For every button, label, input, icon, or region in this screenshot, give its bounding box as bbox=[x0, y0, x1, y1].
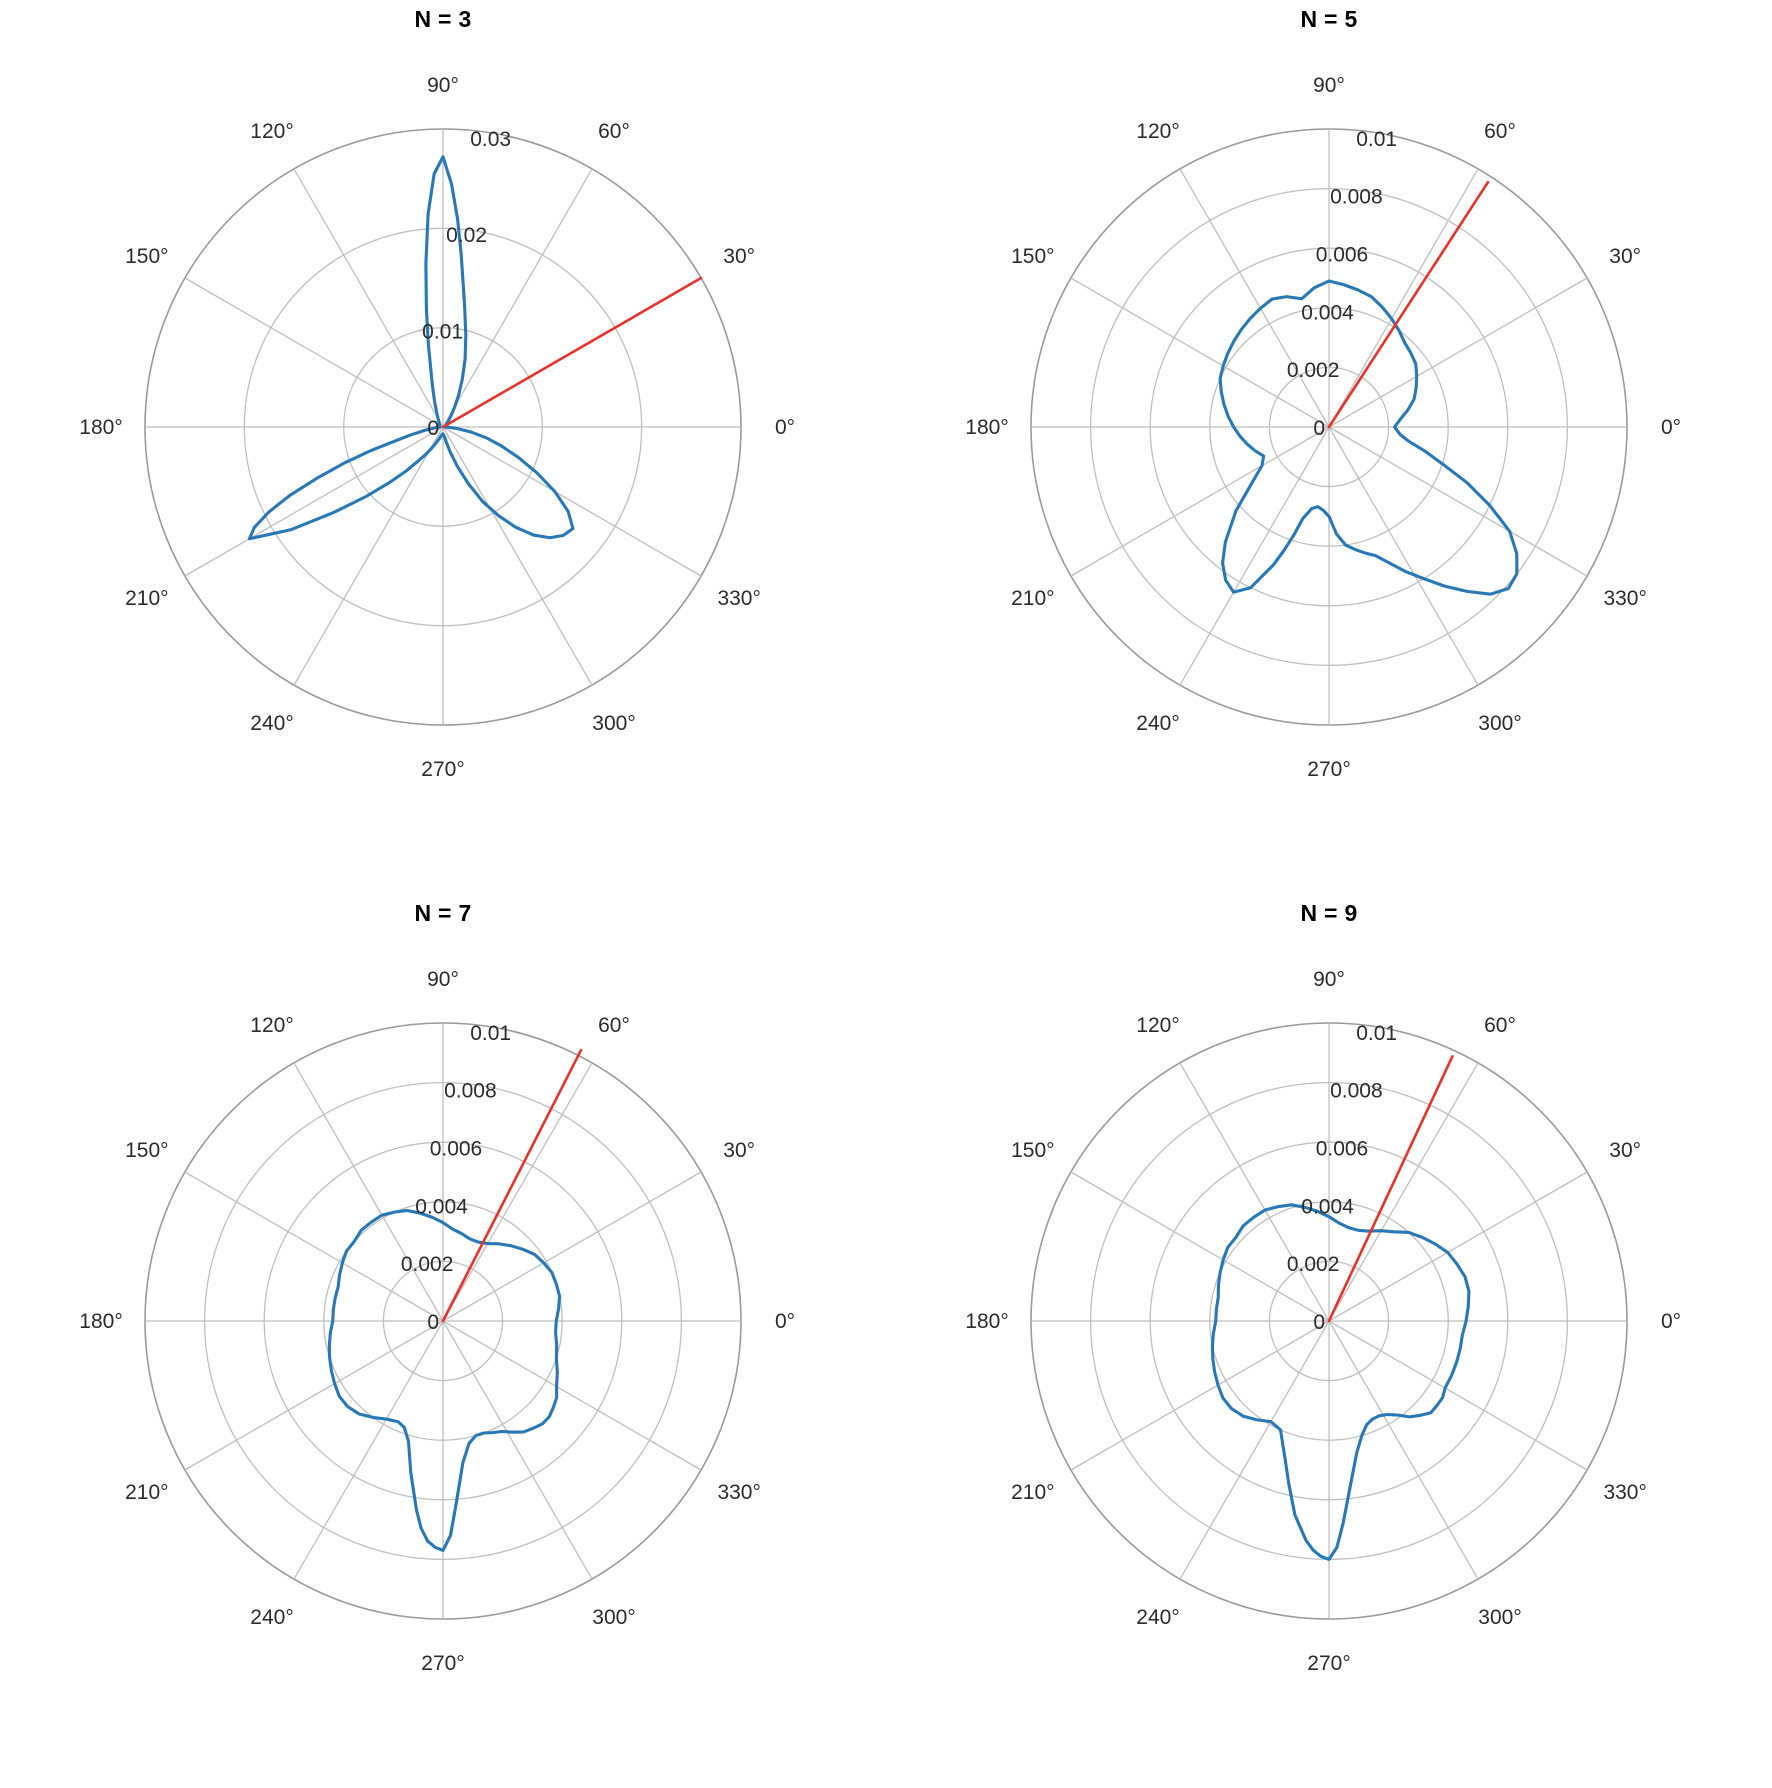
angular-tick-label: 30° bbox=[723, 245, 756, 268]
angular-tick-label: 330° bbox=[1603, 1481, 1647, 1504]
angular-tick-label: 30° bbox=[1609, 1139, 1642, 1162]
angular-tick-label: 90° bbox=[427, 968, 459, 991]
radial-tick-label: 0.008 bbox=[1330, 1079, 1383, 1103]
panel-title: N = 9 bbox=[1300, 900, 1358, 926]
angular-tick-label: 0° bbox=[1660, 416, 1682, 439]
radial-tick-label: 0.01 bbox=[1356, 127, 1398, 151]
radial-tick-label: 0 bbox=[1313, 417, 1325, 440]
panel-title: N = 3 bbox=[414, 6, 472, 32]
data-curve bbox=[1220, 281, 1517, 594]
radial-tick-label: 0.006 bbox=[1315, 1137, 1369, 1161]
angular-grid-line bbox=[185, 427, 443, 576]
angular-tick-label: 60° bbox=[598, 119, 630, 143]
panel-n7 bbox=[0, 894, 886, 1788]
angular-tick-label: 330° bbox=[1603, 587, 1647, 610]
angular-grid-line bbox=[1071, 278, 1329, 427]
angular-grid-line bbox=[1180, 427, 1329, 685]
angular-grid-line bbox=[1329, 1321, 1478, 1579]
polar-axes bbox=[929, 929, 1729, 1719]
radial-tick-label: 0.03 bbox=[470, 127, 512, 151]
angular-tick-label: 240° bbox=[1136, 1606, 1180, 1630]
angular-grid-line bbox=[294, 169, 443, 427]
angular-tick-label: 90° bbox=[427, 74, 459, 97]
angular-tick-label: 90° bbox=[1313, 968, 1345, 991]
angular-tick-label: 180° bbox=[965, 416, 1009, 439]
radial-tick-label: 0.02 bbox=[446, 224, 488, 248]
radial-tick-label: 0.006 bbox=[429, 1137, 483, 1161]
polar-axes bbox=[43, 35, 843, 825]
angular-tick-label: 210° bbox=[1011, 1481, 1055, 1504]
angular-tick-label: 300° bbox=[1478, 712, 1522, 736]
angular-grid-line bbox=[185, 1321, 443, 1470]
angular-grid-line bbox=[294, 1063, 443, 1321]
panel-n5 bbox=[886, 0, 1772, 894]
angular-tick-label: 120° bbox=[1136, 119, 1180, 143]
angular-tick-label: 90° bbox=[1313, 74, 1345, 97]
angular-grid-line bbox=[1329, 427, 1478, 685]
angular-grid-line bbox=[294, 427, 443, 685]
radial-tick-label: 0.002 bbox=[1286, 359, 1340, 383]
angular-grid-line bbox=[1071, 1321, 1329, 1470]
radial-tick-label: 0.004 bbox=[1301, 1195, 1354, 1219]
angular-grid-line bbox=[1071, 427, 1329, 576]
angular-tick-label: 120° bbox=[250, 119, 294, 143]
radial-tick-label: 0.002 bbox=[400, 1253, 454, 1277]
angular-grid-line bbox=[185, 278, 443, 427]
angular-tick-label: 270° bbox=[1307, 1652, 1351, 1675]
radial-tick-label: 0.008 bbox=[444, 1079, 497, 1103]
angular-tick-label: 270° bbox=[421, 1652, 465, 1675]
angular-grid-line bbox=[1180, 169, 1329, 427]
angular-grid-line bbox=[1329, 1172, 1587, 1321]
angular-grid-line bbox=[1329, 1321, 1587, 1470]
angular-tick-label: 0° bbox=[1660, 1310, 1682, 1333]
angular-tick-label: 300° bbox=[592, 1606, 636, 1630]
angular-tick-label: 270° bbox=[421, 758, 465, 781]
angular-tick-label: 150° bbox=[125, 1139, 169, 1162]
radial-tick-label: 0.01 bbox=[422, 320, 464, 344]
angular-tick-label: 270° bbox=[1307, 758, 1351, 781]
angular-tick-label: 180° bbox=[79, 1310, 123, 1333]
angular-tick-label: 330° bbox=[717, 1481, 761, 1504]
angular-tick-label: 30° bbox=[1609, 245, 1642, 268]
angular-tick-label: 60° bbox=[598, 1013, 630, 1037]
panel-n3 bbox=[0, 0, 886, 894]
mean-direction-line bbox=[443, 278, 701, 427]
angular-tick-label: 150° bbox=[125, 245, 169, 268]
angular-grid-line bbox=[1329, 278, 1587, 427]
panel-title: N = 5 bbox=[1300, 6, 1358, 32]
polar-axes bbox=[43, 929, 843, 1719]
angular-grid-line bbox=[185, 1172, 443, 1321]
angular-tick-label: 210° bbox=[1011, 587, 1055, 610]
angular-tick-label: 240° bbox=[1136, 712, 1180, 736]
angular-tick-label: 0° bbox=[774, 1310, 796, 1333]
angular-grid-line bbox=[443, 1321, 701, 1470]
angular-tick-label: 300° bbox=[592, 712, 636, 736]
angular-tick-label: 30° bbox=[723, 1139, 756, 1162]
polar-axes bbox=[929, 35, 1729, 825]
radial-tick-label: 0 bbox=[427, 1311, 439, 1334]
radial-tick-label: 0 bbox=[427, 417, 439, 440]
angular-tick-label: 60° bbox=[1484, 1013, 1516, 1037]
radial-tick-label: 0.002 bbox=[1286, 1253, 1340, 1277]
angular-tick-label: 180° bbox=[965, 1310, 1009, 1333]
angular-tick-label: 180° bbox=[79, 416, 123, 439]
panel-n9 bbox=[886, 894, 1772, 1788]
angular-tick-label: 210° bbox=[125, 587, 169, 610]
radial-tick-label: 0.01 bbox=[470, 1021, 512, 1045]
angular-tick-label: 60° bbox=[1484, 119, 1516, 143]
angular-grid-line bbox=[443, 427, 592, 685]
angular-tick-label: 240° bbox=[250, 712, 294, 736]
radial-tick-label: 0.004 bbox=[1301, 301, 1354, 325]
angular-tick-label: 120° bbox=[1136, 1013, 1180, 1037]
panel-title: N = 7 bbox=[414, 900, 472, 926]
angular-tick-label: 330° bbox=[717, 587, 761, 610]
angular-tick-label: 0° bbox=[774, 416, 796, 439]
radial-tick-label: 0.008 bbox=[1330, 185, 1383, 209]
angular-tick-label: 150° bbox=[1011, 245, 1055, 268]
angular-grid-line bbox=[294, 1321, 443, 1579]
radial-tick-label: 0 bbox=[1313, 1311, 1325, 1334]
angular-tick-label: 210° bbox=[125, 1481, 169, 1504]
radial-tick-label: 0.01 bbox=[1356, 1021, 1398, 1045]
angular-tick-label: 300° bbox=[1478, 1606, 1522, 1630]
angular-tick-label: 150° bbox=[1011, 1139, 1055, 1162]
angular-grid-line bbox=[1071, 1172, 1329, 1321]
angular-tick-label: 240° bbox=[250, 1606, 294, 1630]
radial-tick-label: 0.004 bbox=[415, 1195, 468, 1219]
radial-tick-label: 0.006 bbox=[1315, 243, 1369, 267]
angular-tick-label: 120° bbox=[250, 1013, 294, 1037]
angular-grid-line bbox=[1180, 1063, 1329, 1321]
